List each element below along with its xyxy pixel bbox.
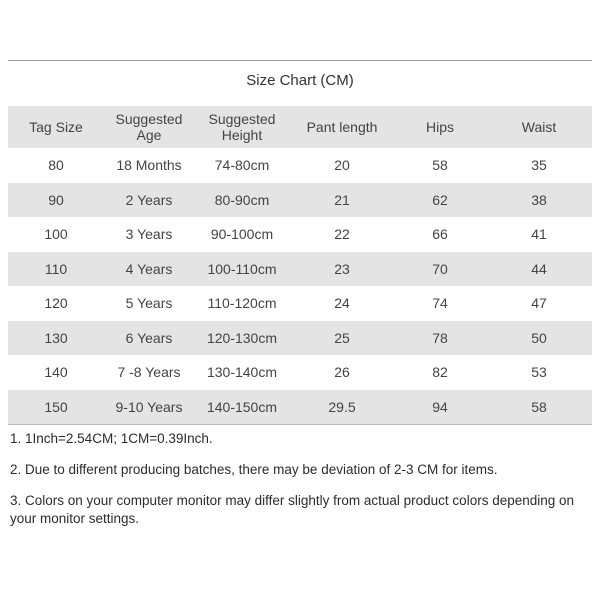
top-divider — [8, 60, 592, 61]
cell-suggested-height: 110-120cm — [207, 295, 277, 312]
size-table — [8, 106, 592, 425]
note-conversion: 1. 1Inch=2.54CM; 1CM=0.39Inch. — [10, 431, 213, 446]
cell-suggested-height: 140-150cm — [206, 398, 278, 415]
cell-pant-length: 20 — [334, 157, 350, 174]
cell-hips: 82 — [432, 364, 448, 381]
cell-hips: 62 — [432, 191, 448, 208]
notes-section — [10, 430, 590, 541]
cell-suggested-age: 6 Years — [125, 329, 173, 346]
header-suggested-height: Suggested Height — [208, 111, 276, 143]
cell-waist: 47 — [531, 295, 547, 312]
header-waist: Waist — [521, 119, 557, 135]
cell-waist: 38 — [531, 191, 547, 208]
cell-pant-length: 21 — [334, 191, 350, 208]
cell-pant-length: 24 — [334, 295, 350, 312]
cell-suggested-height: 130-140cm — [206, 364, 278, 381]
table-row — [8, 321, 592, 356]
cell-tag-size: 140 — [44, 364, 68, 381]
table-row — [8, 183, 592, 218]
cell-suggested-height: 100-110cm — [207, 260, 277, 277]
cell-hips: 58 — [432, 157, 448, 174]
header-pant-length: Pant length — [306, 119, 378, 135]
header-hips: Hips — [425, 119, 454, 135]
cell-waist: 58 — [531, 398, 547, 415]
cell-hips: 78 — [432, 329, 448, 346]
chart-title: Size Chart (CM) — [246, 72, 354, 89]
cell-suggested-age: 18 Months — [116, 157, 182, 174]
cell-suggested-age: 3 Years — [125, 226, 173, 243]
cell-tag-size: 130 — [44, 329, 68, 346]
cell-hips: 70 — [432, 260, 448, 277]
header-tag-size: Tag Size — [29, 119, 83, 135]
cell-hips: 74 — [432, 295, 448, 312]
cell-tag-size: 80 — [48, 157, 64, 174]
cell-pant-length: 23 — [334, 260, 350, 277]
cell-waist: 53 — [531, 364, 547, 381]
cell-tag-size: 120 — [44, 295, 68, 312]
table-row — [8, 252, 592, 287]
cell-hips: 66 — [432, 226, 448, 243]
table-row — [8, 148, 592, 183]
cell-pant-length: 22 — [334, 226, 350, 243]
note-deviation: 2. Due to different producing batches, there may be deviation of 2-3 CM for items. — [10, 462, 498, 477]
cell-suggested-height: 74-80cm — [214, 157, 270, 174]
cell-tag-size: 110 — [44, 260, 68, 277]
note-colors: 3. Colors on your computer monitor may differ slightly from actual product colors depending on your monitor settings. — [10, 493, 575, 526]
header-suggested-age: Suggested Age — [115, 111, 183, 143]
table-row — [8, 355, 592, 390]
cell-suggested-height: 80-90cm — [214, 191, 270, 208]
cell-tag-size: 100 — [44, 226, 68, 243]
cell-suggested-height: 90-100cm — [210, 226, 274, 243]
table-row — [8, 390, 592, 425]
cell-hips: 94 — [432, 398, 448, 415]
cell-tag-size: 150 — [44, 398, 68, 415]
cell-suggested-age: 9-10 Years — [115, 398, 183, 415]
cell-suggested-age: 7 -8 Years — [117, 364, 181, 381]
table-row — [8, 286, 592, 321]
cell-waist: 35 — [531, 157, 547, 174]
cell-pant-length: 26 — [334, 364, 350, 381]
cell-suggested-age: 5 Years — [125, 295, 173, 312]
cell-suggested-age: 4 Years — [125, 260, 173, 277]
table-row — [8, 217, 592, 252]
cell-suggested-age: 2 Years — [125, 191, 173, 208]
cell-waist: 50 — [531, 329, 547, 346]
table-header-row — [8, 106, 592, 148]
cell-waist: 44 — [531, 260, 547, 277]
cell-waist: 41 — [531, 226, 547, 243]
cell-pant-length: 29.5 — [328, 398, 356, 415]
cell-pant-length: 25 — [334, 329, 350, 346]
cell-suggested-height: 120-130cm — [206, 329, 278, 346]
cell-tag-size: 90 — [48, 191, 64, 208]
